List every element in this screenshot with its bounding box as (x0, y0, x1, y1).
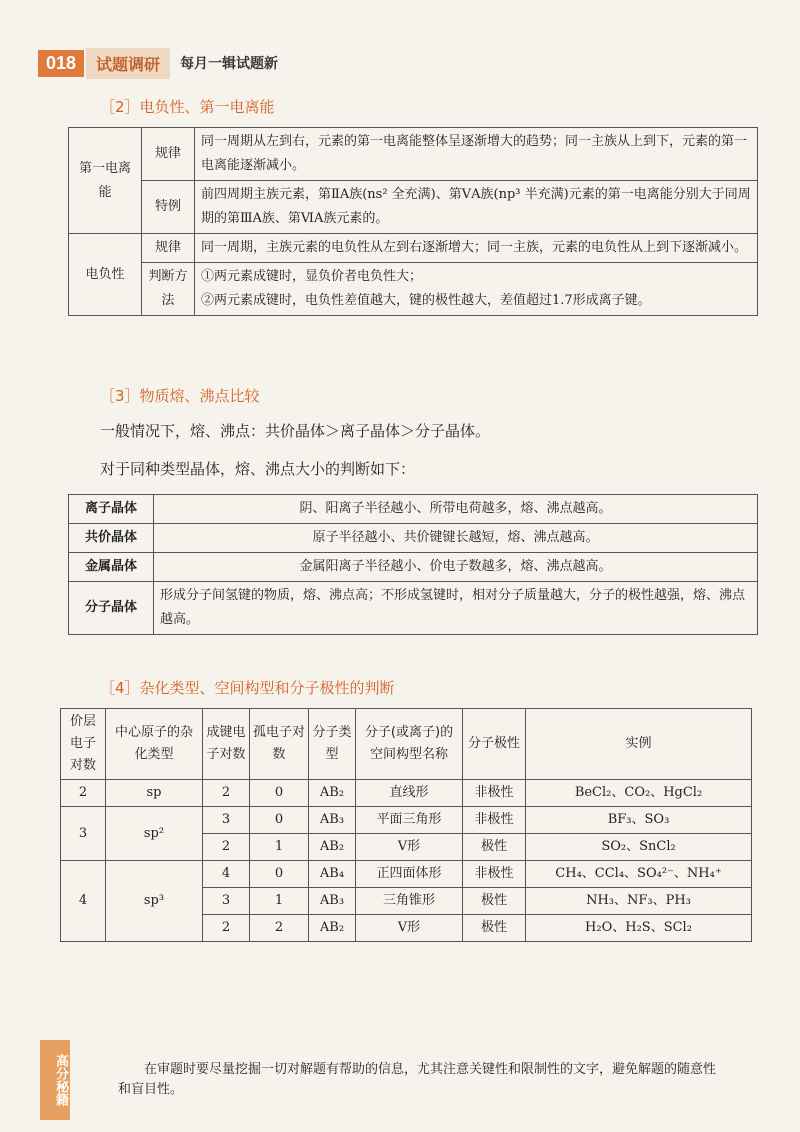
heading-melting-point: ［3］物质熔、沸点比较 (100, 387, 260, 405)
table-row: 3 1 AB₃ 三角锥形 极性 NH₃、NF₃、PH₃ (61, 888, 752, 915)
paragraph-general: 一般情况下，熔、沸点：共价晶体＞离子晶体＞分子晶体。 (100, 422, 491, 440)
header-cell: 分子类型 (309, 709, 356, 780)
heading-electronegativity: ［2］电负性、第一电离能 (100, 98, 275, 116)
cell-molecular-text: 形成分子间氢键的物质，熔、沸点高；不形成氢键时，相对分子质量越大，分子的极性越强，熔、沸点越高。 (154, 582, 758, 635)
hybridization-table (60, 708, 752, 942)
cell-judge: 判断方法 (142, 263, 195, 316)
cell-electronegativity: 电负性 (69, 234, 142, 316)
cell-rule2: 规律 (142, 234, 195, 263)
table-row: 2 1 AB₂ V形 极性 SO₂、SnCl₂ (61, 834, 752, 861)
electronegativity-table (68, 127, 758, 316)
cell-covalent-text: 原子半径越小、共价键键长越短，熔、沸点越高。 (154, 524, 758, 553)
cell-rule-text: 同一周期从左到右，元素的第一电离能整体呈逐渐增大的趋势；同一主族从上到下，元素的第一电离能逐渐减小。 (195, 128, 758, 181)
footer-tip: 在审题时要尽量挖掘一切对解题有帮助的信息，尤其注意关键性和限制性的文字，避免解题的随意性和盲目性。 (118, 1062, 717, 1097)
header-cell: 孤电子对数 (250, 709, 309, 780)
cell-rule: 规律 (142, 128, 195, 181)
table-row: 2 sp 2 0 AB₂ 直线形 非极性 BeCl₂、CO₂、HgCl₂ (61, 780, 752, 807)
header-cell: 中心原子的杂化类型 (106, 709, 203, 780)
table-row: 4 sp³ 4 0 AB₄ 正四面体形 非极性 CH₄、CCl₄、SO₄²⁻、NH₄⁺ (61, 861, 752, 888)
header-cell: 价层电子对数 (61, 709, 106, 780)
page-number: 018 (38, 50, 84, 77)
cell-ionic: 离子晶体 (69, 495, 154, 524)
header-cell: 分子极性 (463, 709, 526, 780)
paragraph-same-type: 对于同种类型晶体，熔、沸点大小的判断如下： (100, 460, 416, 478)
cell-exception: 特例 (142, 181, 195, 234)
header-cell: 成键电子对数 (203, 709, 250, 780)
cell-ionic-text: 阴、阳离子半径越小、所带电荷越多，熔、沸点越高。 (154, 495, 758, 524)
cell-judge-text: ①两元素成键时，显负价者电负性大； ②两元素成键时，电负性差值越大，键的极性越大，差值超过1.7形成离子键。 (195, 263, 758, 316)
cell-ionization: 第一电离能 (69, 128, 142, 234)
crystal-table (68, 494, 758, 635)
cell-metallic: 金属晶体 (69, 553, 154, 582)
heading-hybridization: ［4］杂化类型、空间构型和分子极性的判断 (100, 679, 395, 697)
cell-covalent: 共价晶体 (69, 524, 154, 553)
sidebar-label: 高分秘籍 (40, 1040, 70, 1120)
section-title: 试题调研 (86, 48, 170, 79)
header-cell: 分子(或离子)的空间构型名称 (356, 709, 463, 780)
table-header-row (61, 709, 752, 780)
page-header (38, 48, 278, 78)
table-row: 3 sp² 3 0 AB₃ 平面三角形 非极性 BF₃、SO₃ (61, 807, 752, 834)
series-title: 每月一辑试题新 (180, 56, 279, 72)
cell-molecular: 分子晶体 (69, 582, 154, 635)
cell-metallic-text: 金属阳离子半径越小、价电子数越多，熔、沸点越高。 (154, 553, 758, 582)
cell-rule2-text: 同一周期，主族元素的电负性从左到右逐渐增大；同一主族，元素的电负性从上到下逐渐减小。 (195, 234, 758, 263)
cell-exception-text: 前四周期主族元素，第ⅡA族(ns² 全充满)、第ⅤA族(np³ 半充满)元素的第一电离能分别大于同周期的第ⅢA族、第ⅥA族元素的。 (195, 181, 758, 234)
table-row: 2 2 AB₂ V形 极性 H₂O、H₂S、SCl₂ (61, 915, 752, 942)
header-cell: 实例 (526, 709, 752, 780)
